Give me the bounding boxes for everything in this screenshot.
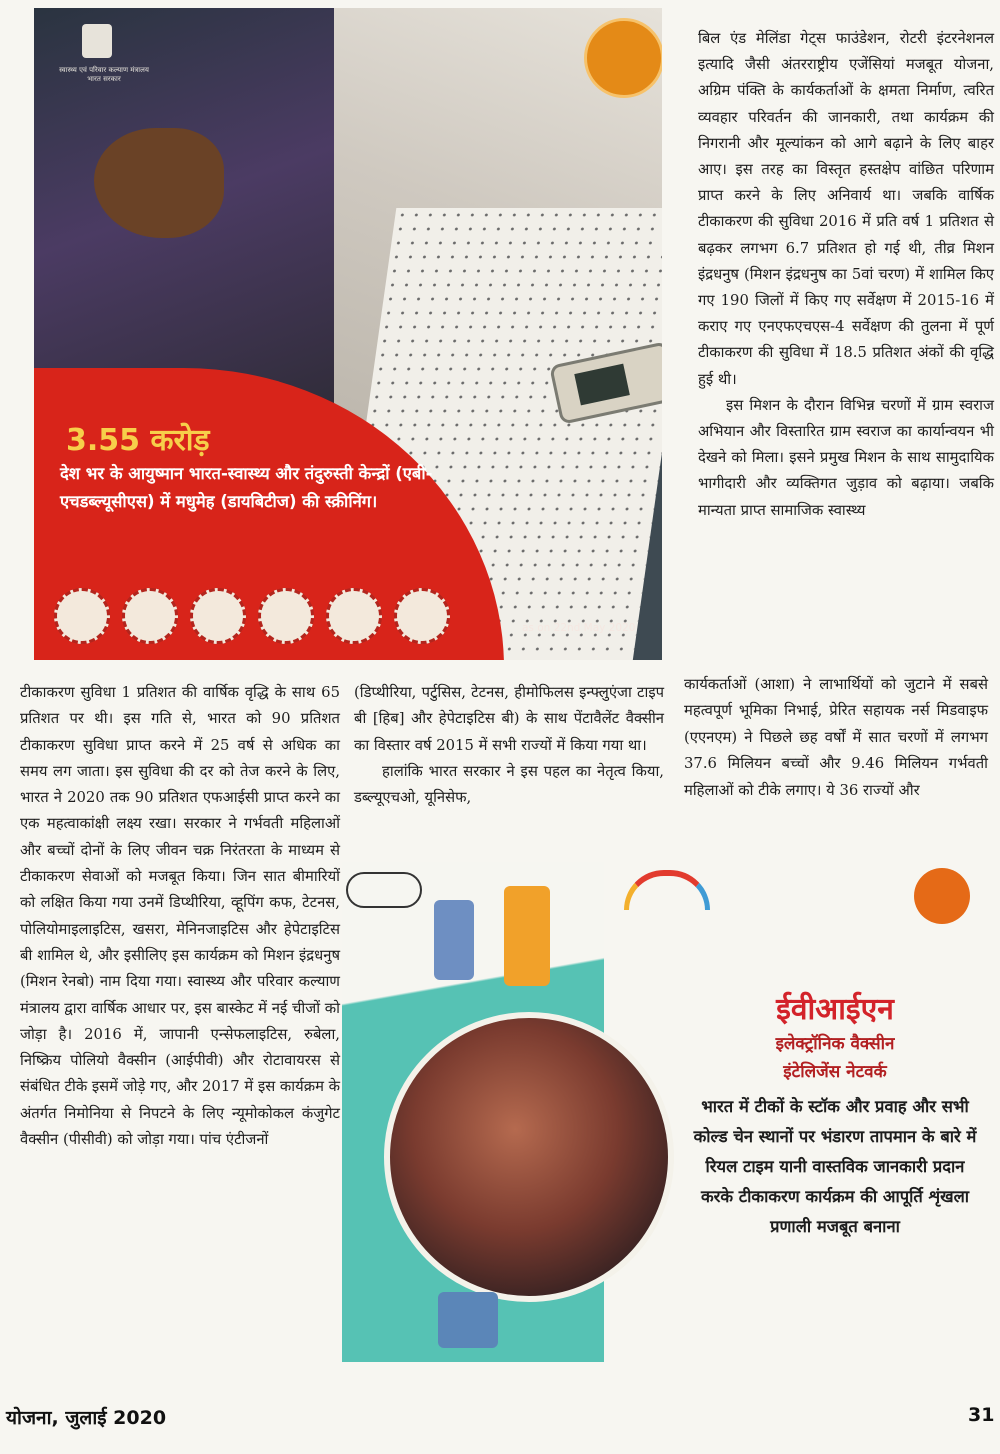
program-icons-row (54, 588, 450, 644)
program-seal-icon (54, 588, 110, 644)
figure-caption: देश भर के आयुष्मान भारत-स्वास्थ्य और तंदुरुस्ती केन्द्रों (एबी-एचडब्ल्यूसीएस) में मधुमेह (डायबिटीज) की स्क्रीनिंग। (60, 464, 433, 511)
page-number: 31 (968, 1404, 995, 1426)
nhm-logo-icon (914, 868, 970, 924)
national-emblem-icon (82, 24, 112, 58)
as-of-date: as on 22nd May 2020 (522, 622, 636, 634)
evin-subtitle-1: इलेक्ट्रॉनिक वैक्सीन (775, 1034, 895, 1054)
paragraph: (डिप्थीरिया, पर्टुसिस, टेटनस, हीमोफिलस इन्फ्लुएंजा टाइप बी [हिब] और हेपेटाइटिस बी) के साथ पेंटावैलेंट वैक्सीन का विस्तार वर्ष 2015 में सभी राज्यों में किया गया था। (354, 684, 664, 754)
medicine-box-icon (438, 1292, 498, 1348)
column-3-continued (684, 672, 988, 804)
column-2 (354, 680, 664, 811)
diabetes-screening-figure (34, 8, 662, 660)
paragraph: कार्यकर्ताओं (आशा) ने लाभार्थियों को जुटाने में सबसे महत्वपूर्ण भूमिका निभाई, प्रेरित सहायक नर्स मिडवाइफ (एएनएम) ने पिछले छह वर्षों में सात चरणों में लगभग 37.6 मिलियन बच्चों और 9.46 मिलियन गर्भवती महिलाओं को टीके लगाए। ये 36 राज्यों और (684, 676, 988, 799)
vaccine-vial-icon (434, 900, 474, 980)
paragraph: टीकाकरण सुविधा 1 प्रतिशत की वार्षिक वृद्धि के साथ 65 प्रतिशत पर थी। इस गति से, भारत को 90 प्रतिशत टीकाकरण सुविधा प्राप्त करने में 25 वर्ष से अधिक का समय लग जाता। इस सुविधा की दर को तेज करने के लिए, भारत ने 2020 तक 90 प्रतिशत एफआईसी प्राप्त करने का एक महत्वाकांक्षी लक्ष्य रखा। सरकार ने गर्भवती महिलाओं और बच्चों दोनों के लिए जीवन चक्र निरंतरता के माध्यम से टीकाकरण सेवाओं को मजबूत किया। जिन सात बीमारियों को लक्षित किया गया उनमें डिप्थीरिया, व्हूपिंग कफ, टेटनस, पोलियोमाइलाइटिस, खसरा, मेनिनजाइटिस और हेपेटाइटिस बी शामिल थे, और इसीलिए इस कार्यक्रम को मिशन इंद्रधनुष (मिशन रेनबो) नाम दिया गया। स्वास्थ्य और परिवार कल्याण मंत्रालय द्वारा वार्षिक आधार पर, इस बास्केट में नई चीजों को जोड़ा है। 2016 में, जापानी एन्सेफलाइटिस, रुबेला, निष्क्रिय पोलियो वैक्सीन (आईपीवी) और रोटावायरस से संबंधित टीके इसमें जोड़े गए, और 2017 में इस कार्यक्रम के अंतर्गत निमोनिया से निपटने के लिए न्यूमोकोकल कंजुगेट वैक्सीन (पीसीवी) को जोड़ा गया। पांच एंटीजनों (20, 684, 340, 1149)
right-column-top (698, 26, 994, 524)
publication-footer: योजना, जुलाई 2020 (6, 1407, 167, 1429)
evin-description: भारत में टीकों के स्टॉक और प्रवाह और सभी कोल्ड चेन स्थानों पर भंडारण तापमान के बारे में रियल टाइम यानी वास्तविक जानकारी प्रदान करके टीकाकरण कार्यक्रम की आपूर्ति शृंखला प्रणाली मजबूत बनाना (693, 1097, 977, 1236)
mission-indradhanush-logo-icon (624, 870, 710, 910)
hand-photo (94, 128, 224, 238)
evin-subtitle-2: इंटेलिजेंस नेटवर्क (783, 1062, 887, 1082)
vaccination-photo (384, 1012, 674, 1302)
paragraph: हालांकि भारत सरकार ने इस पहल का नेतृत्व किया, डब्ल्यूएचओ, यूनिसेफ, (354, 762, 664, 807)
program-seal-icon (122, 588, 178, 644)
paragraph: बिल एंड मेलिंडा गेट्स फाउंडेशन, रोटरी इंटरनेशनल इत्यादि जैसी अंतरराष्ट्रीय एजेंसियां मजबूत योजना, अग्रिम पंक्ति के कार्यकर्ताओं के क्षमता निर्माण, त्वरित व्यवहार परिवर्तन की जानकारी, तथा कार्यक्रम की निगरानी और मूल्यांकन को आगे बढ़ाने के लिए बाहर आए। इस तरह का विस्तृत हस्तक्षेप वांछित परिणाम प्राप्त करने के लिए अनिवार्य था। जबकि वार्षिक टीकाकरण की सुविधा 2016 में प्रति वर्ष 1 प्रतिशत से बढ़कर लगभग 6.7 प्रतिशत हो गई थी, तीव्र मिशन इंद्रधनुष (मिशन इंद्रधनुष का 5वां चरण) में शामिल किए गए 190 जिलों में किए गए सर्वेक्षण में 2015-16 में कराए गए एनएफएचएस-4 सर्वेक्षण की तुलना में पूर्ण टीकाकरण की सुविधा में 18.5 प्रतिशत अंकों की वृद्धि हुई थी। (698, 30, 994, 388)
evin-title: ईवीआईएन (776, 992, 894, 1027)
paragraph: इस मिशन के दौरान विभिन्न चरणों में ग्राम स्वराज अभियान और विस्तारित ग्राम स्वराज का कार्यान्वयन भी देखने को मिला। इसने प्रमुख मिशन के साथ सामुदायिक भागीदारी और व्यक्तिगत जुड़ाव को बढ़ाया। जबकि मान्यता प्राप्त सामाजिक स्वास्थ्य (698, 396, 994, 519)
evin-callout (690, 990, 980, 1242)
program-seal-icon (326, 588, 382, 644)
program-seal-icon (394, 588, 450, 644)
nhm-logo-icon (584, 18, 662, 98)
ministry-label: स्वास्थ्य एवं परिवार कल्याण मंत्रालय भारत सरकार (59, 66, 149, 83)
program-seal-icon (258, 588, 314, 644)
column-1 (20, 680, 340, 1153)
medicine-bottle-icon (504, 886, 550, 986)
screening-count: 3.55 करोड़ (66, 423, 210, 458)
swachh-bharat-logo-icon (346, 872, 422, 908)
program-seal-icon (190, 588, 246, 644)
